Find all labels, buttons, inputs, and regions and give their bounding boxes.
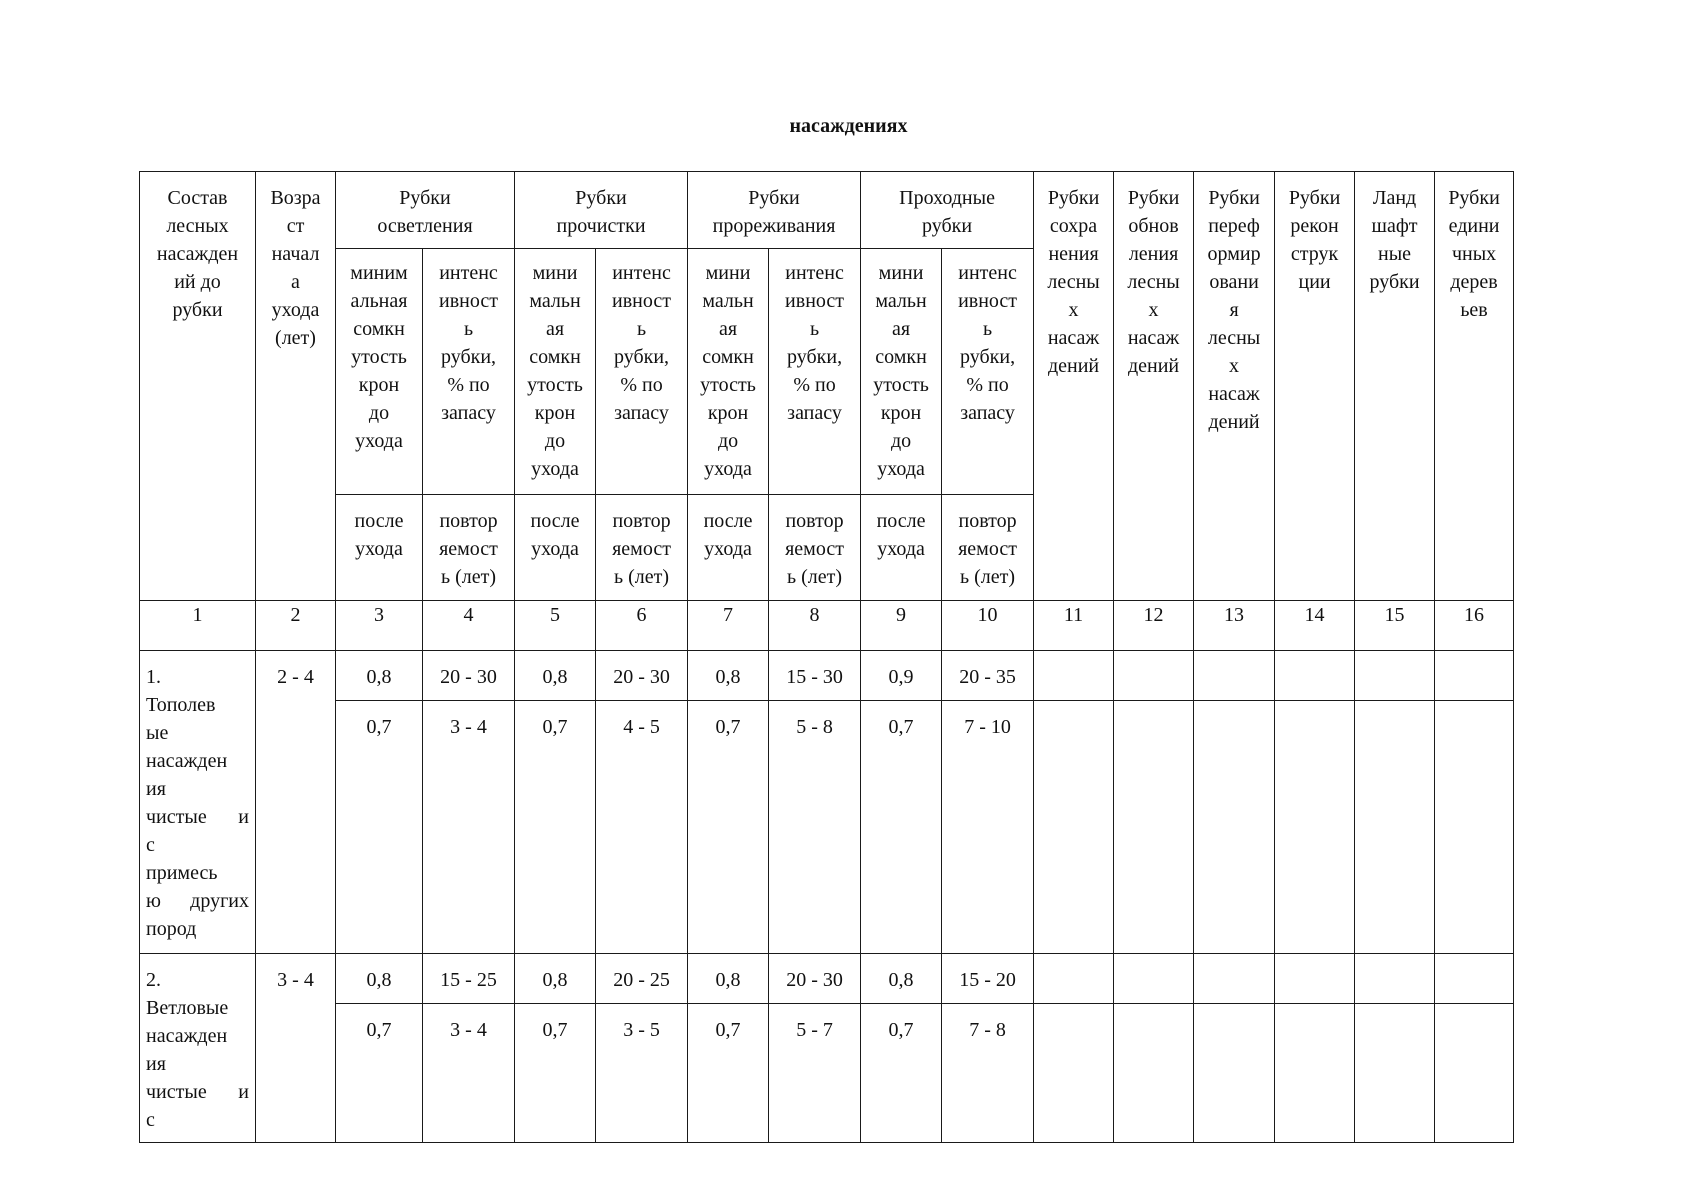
text-line: ухода (531, 538, 579, 560)
text-line: рубки, (960, 346, 1016, 368)
text-line: ивност (439, 290, 498, 312)
text-line: ые (146, 722, 169, 744)
text-line: ю других (146, 890, 249, 912)
text-line: ь (лет) (787, 566, 843, 588)
empty-cell (1194, 651, 1275, 701)
text-line: насаж (1047, 327, 1100, 349)
text-line: с (146, 1109, 155, 1131)
empty-cell (1194, 701, 1275, 954)
text-line: ь (982, 318, 993, 340)
table-cell: 15 - 25 (423, 954, 515, 1004)
text-line: запасу (787, 402, 842, 424)
text-line: Рубки (748, 187, 800, 209)
text-line: утость (351, 346, 407, 368)
text-line: лесных (166, 215, 229, 237)
table-cell: 0,8 (861, 954, 942, 1004)
text-line: запасу (960, 402, 1015, 424)
text-line: % по (966, 374, 1009, 396)
text-line: после (876, 510, 926, 532)
text-line: рекон (1290, 215, 1339, 237)
text-line: Рубки (1208, 187, 1260, 209)
column-number: 4 (423, 601, 515, 651)
table-cell: 0,8 (515, 651, 596, 701)
species-cell (140, 651, 256, 954)
text-line: ные (1378, 243, 1412, 265)
text-line: лесны (1047, 271, 1100, 293)
empty-cell (1355, 651, 1435, 701)
table-row (140, 651, 1514, 701)
table-cell: 0,9 (861, 651, 942, 701)
table-cell: 5 - 8 (769, 701, 861, 954)
column-number: 8 (769, 601, 861, 651)
subheader-intensity (423, 249, 515, 495)
text-line: ухода (704, 458, 752, 480)
text-line: миним (350, 262, 408, 284)
header-reconstruction (1275, 172, 1355, 601)
subheader-after-care (515, 495, 596, 601)
text-line: Рубки (1047, 187, 1100, 209)
empty-cell (1114, 1004, 1194, 1143)
table-cell: 20 - 30 (596, 651, 688, 701)
header-single-trees (1435, 172, 1514, 601)
column-number: 2 (256, 601, 336, 651)
text-line: после (530, 510, 580, 532)
text-line: Рубки (399, 187, 451, 209)
text-line: до (368, 402, 390, 424)
text-line: интенс (439, 262, 498, 284)
text-line: ухода (271, 299, 320, 321)
empty-cell (1114, 651, 1194, 701)
empty-cell (1275, 651, 1355, 701)
empty-cell (1275, 701, 1355, 954)
text-line: % по (793, 374, 836, 396)
table-cell: 0,7 (688, 1004, 769, 1143)
empty-cell (1114, 701, 1194, 954)
text-line: 2. (146, 969, 161, 991)
table-row (140, 954, 1514, 1004)
column-number: 3 (336, 601, 423, 651)
text-line: сомкн (529, 346, 581, 368)
text-line: повтор (439, 510, 498, 532)
text-line: ая (718, 318, 738, 340)
text-line: повтор (785, 510, 844, 532)
subheader-min-density (336, 249, 423, 495)
empty-cell (1275, 954, 1355, 1004)
text-line: Рубки (1448, 187, 1500, 209)
table-cell: 3 - 5 (596, 1004, 688, 1143)
text-line: чных (1451, 243, 1497, 265)
text-line: сомкн (353, 318, 405, 340)
text-line: запасу (441, 402, 496, 424)
table-cell: 0,8 (336, 651, 423, 701)
text-line: утость (527, 374, 583, 396)
text-line: рубки, (613, 346, 670, 368)
column-number: 6 (596, 601, 688, 651)
table-cell: 7 - 10 (942, 701, 1034, 954)
text-line: рубки, (440, 346, 497, 368)
column-number: 16 (1435, 601, 1514, 651)
text-line: яемост (785, 538, 844, 560)
table-cell: 20 - 25 (596, 954, 688, 1004)
text-line: после (703, 510, 753, 532)
table-cell: 0,7 (688, 701, 769, 954)
subheader-min-density (515, 249, 596, 495)
text-line: нения (1048, 243, 1099, 265)
table-cell: 0,7 (336, 701, 423, 954)
text-line: с (146, 834, 155, 856)
text-line: ивност (785, 290, 845, 312)
empty-cell (1194, 1004, 1275, 1143)
text-line: крон (880, 402, 922, 424)
text-line: пород (146, 918, 197, 940)
empty-cell (1114, 954, 1194, 1004)
text-line: дений (1208, 411, 1260, 433)
text-line: Рубки (575, 187, 627, 209)
text-line: ия (146, 778, 166, 800)
empty-cell (1435, 1004, 1514, 1143)
text-line: яемост (612, 538, 671, 560)
text-line: мини (705, 262, 751, 284)
text-line: а (291, 271, 300, 293)
subheader-after-care (336, 495, 423, 601)
table-cell: 0,7 (336, 1004, 423, 1143)
text-line: чистые и (146, 1081, 249, 1103)
table-cell: 0,7 (515, 701, 596, 954)
text-line: Возра (270, 187, 321, 209)
text-line: насажден (146, 1025, 228, 1047)
text-line: ий до (174, 271, 221, 293)
text-line: сомкн (702, 346, 754, 368)
column-number: 12 (1114, 601, 1194, 651)
text-line: 1. (146, 666, 161, 688)
text-line: Ланд (1372, 187, 1417, 209)
text-line: прореживания (712, 215, 836, 237)
empty-cell (1355, 701, 1435, 954)
text-line: ивност (958, 290, 1018, 312)
text-line: после (354, 510, 404, 532)
text-line: ь (лет) (614, 566, 670, 588)
text-line: ия (146, 1053, 166, 1075)
table-row (140, 701, 1514, 954)
text-line: ьев (1460, 299, 1488, 321)
text-line: я (1229, 299, 1239, 321)
text-line: Рубки (1288, 187, 1341, 209)
subheader-after-care (861, 495, 942, 601)
text-line: струк (1290, 243, 1339, 265)
text-line: интенс (785, 262, 844, 284)
text-line: Рубки (1127, 187, 1180, 209)
table-cell: 3 - 4 (423, 701, 515, 954)
table-cell: 0,7 (515, 1004, 596, 1143)
table-cell: 20 - 30 (423, 651, 515, 701)
text-line: х (1148, 299, 1159, 321)
empty-cell (1034, 701, 1114, 954)
text-line: рубки, (787, 346, 843, 368)
text-line: ормир (1207, 243, 1261, 265)
column-number: 7 (688, 601, 769, 651)
header-renewal (1114, 172, 1194, 601)
subheader-repeat-period (942, 495, 1034, 601)
header-preservation (1034, 172, 1114, 601)
text-line: сохра (1049, 215, 1098, 237)
subheader-repeat-period (769, 495, 861, 601)
page-title: насаждениях (789, 115, 908, 137)
text-line: мальн (702, 290, 754, 312)
forest-care-table (139, 171, 1514, 1143)
table-row (140, 1004, 1514, 1143)
text-line: дений (1047, 355, 1100, 377)
empty-cell (1034, 954, 1114, 1004)
column-number-row (140, 601, 1514, 651)
text-line: повтор (612, 510, 671, 532)
header-reformation (1194, 172, 1275, 601)
text-line: ухода (704, 538, 752, 560)
text-line: переф (1208, 215, 1260, 237)
header-row (140, 172, 1514, 249)
table-cell: 20 - 30 (769, 954, 861, 1004)
text-line: ь (лет) (960, 566, 1016, 588)
text-line: Проходные (899, 187, 995, 209)
text-line: крон (534, 402, 576, 424)
text-line: альная (350, 290, 408, 312)
column-number: 11 (1034, 601, 1114, 651)
column-number: 5 (515, 601, 596, 651)
table-cell: 5 - 7 (769, 1004, 861, 1143)
table-cell: 3 - 4 (423, 1004, 515, 1143)
text-line: ь (809, 318, 820, 340)
age-cell: 3 - 4 (256, 954, 336, 1143)
text-line: мальн (529, 290, 581, 312)
empty-cell (1194, 954, 1275, 1004)
text-line: крон (358, 374, 400, 396)
table-cell: 4 - 5 (596, 701, 688, 954)
column-number: 14 (1275, 601, 1355, 651)
text-line: ь (лет) (440, 566, 497, 588)
subheader-intensity (596, 249, 688, 495)
text-line: примесь (146, 862, 218, 884)
text-line: ухода (355, 430, 403, 452)
species-cell (140, 954, 256, 1143)
empty-cell (1435, 954, 1514, 1004)
text-line: шафт (1371, 215, 1418, 237)
text-line: ции (1298, 271, 1331, 293)
table-cell: 7 - 8 (942, 1004, 1034, 1143)
text-line: ая (545, 318, 565, 340)
column-number: 10 (942, 601, 1034, 651)
text-line: рубки (922, 215, 973, 237)
text-line: мальн (875, 290, 927, 312)
text-line: ь (463, 318, 474, 340)
text-line: едини (1448, 215, 1500, 237)
header-thinning-cutting (688, 172, 861, 249)
text-line: % по (447, 374, 490, 396)
header-age (256, 172, 336, 601)
text-line: яемост (958, 538, 1017, 560)
table-cell: 0,8 (336, 954, 423, 1004)
text-line: утость (700, 374, 756, 396)
text-line: мини (532, 262, 578, 284)
subheader-intensity (942, 249, 1034, 495)
header-light-cutting (336, 172, 515, 249)
text-line: чистые и (146, 806, 249, 828)
text-line: % по (620, 374, 663, 396)
text-line: х (1068, 299, 1079, 321)
header-cleaning-cutting (515, 172, 688, 249)
text-line: осветления (377, 215, 473, 237)
column-number: 9 (861, 601, 942, 651)
empty-cell (1435, 701, 1514, 954)
text-line: запасу (614, 402, 669, 424)
text-line: х (1229, 355, 1240, 377)
column-number: 1 (140, 601, 256, 651)
text-line: до (890, 430, 912, 452)
text-line: сомкн (875, 346, 927, 368)
table-cell: 0,7 (861, 1004, 942, 1143)
text-line: лесны (1127, 271, 1180, 293)
text-line: дений (1127, 355, 1180, 377)
subheader-after-care (688, 495, 769, 601)
empty-cell (1034, 651, 1114, 701)
subheader-intensity (769, 249, 861, 495)
age-cell: 2 - 4 (256, 651, 336, 954)
table-cell: 0,8 (515, 954, 596, 1004)
table-cell: 20 - 35 (942, 651, 1034, 701)
table-cell: 0,8 (688, 954, 769, 1004)
text-line: ь (636, 318, 647, 340)
text-line: насаж (1127, 327, 1180, 349)
subheader-min-density (861, 249, 942, 495)
text-line: овани (1209, 271, 1259, 293)
text-line: повтор (958, 510, 1017, 532)
text-line: насажден (156, 243, 239, 265)
text-line: обнов (1128, 215, 1179, 237)
text-line: лесны (1207, 327, 1261, 349)
text-line: (лет) (275, 327, 316, 349)
text-line: рубки (172, 299, 223, 321)
header-passing-cutting (861, 172, 1034, 249)
header-landscape (1355, 172, 1435, 601)
subheader-min-density (688, 249, 769, 495)
table-cell: 0,8 (688, 651, 769, 701)
text-line: рубки (1369, 271, 1420, 293)
header-composition (140, 172, 256, 601)
subheader-repeat-period (596, 495, 688, 601)
text-line: насажден (146, 750, 228, 772)
table-cell: 15 - 30 (769, 651, 861, 701)
text-line: яемост (439, 538, 498, 560)
text-line: до (544, 430, 566, 452)
table-cell: 15 - 20 (942, 954, 1034, 1004)
column-number: 13 (1194, 601, 1275, 651)
text-line: ухода (877, 538, 925, 560)
column-number: 15 (1355, 601, 1435, 651)
text-line: Ветловые (146, 997, 229, 1019)
text-line: прочистки (556, 215, 646, 237)
text-line: крон (707, 402, 749, 424)
table-cell: 0,7 (861, 701, 942, 954)
text-line: интенс (958, 262, 1017, 284)
empty-cell (1355, 954, 1435, 1004)
text-line: ухода (877, 458, 925, 480)
text-line: насаж (1208, 383, 1260, 405)
text-line: Тополев (146, 694, 216, 716)
text-line: ления (1128, 243, 1179, 265)
text-line: ивност (612, 290, 671, 312)
text-line: начал (271, 243, 320, 265)
subheader-repeat-period (423, 495, 515, 601)
text-line: до (717, 430, 739, 452)
empty-cell (1034, 1004, 1114, 1143)
empty-cell (1435, 651, 1514, 701)
text-line: ухода (355, 538, 403, 560)
empty-cell (1275, 1004, 1355, 1143)
text-line: утость (873, 374, 929, 396)
text-line: ст (286, 215, 305, 237)
empty-cell (1355, 1004, 1435, 1143)
text-line: интенс (612, 262, 671, 284)
text-line: ухода (531, 458, 579, 480)
text-line: Состав (167, 187, 228, 209)
text-line: дерев (1450, 271, 1498, 293)
text-line: ая (892, 318, 911, 340)
text-line: мини (878, 262, 924, 284)
